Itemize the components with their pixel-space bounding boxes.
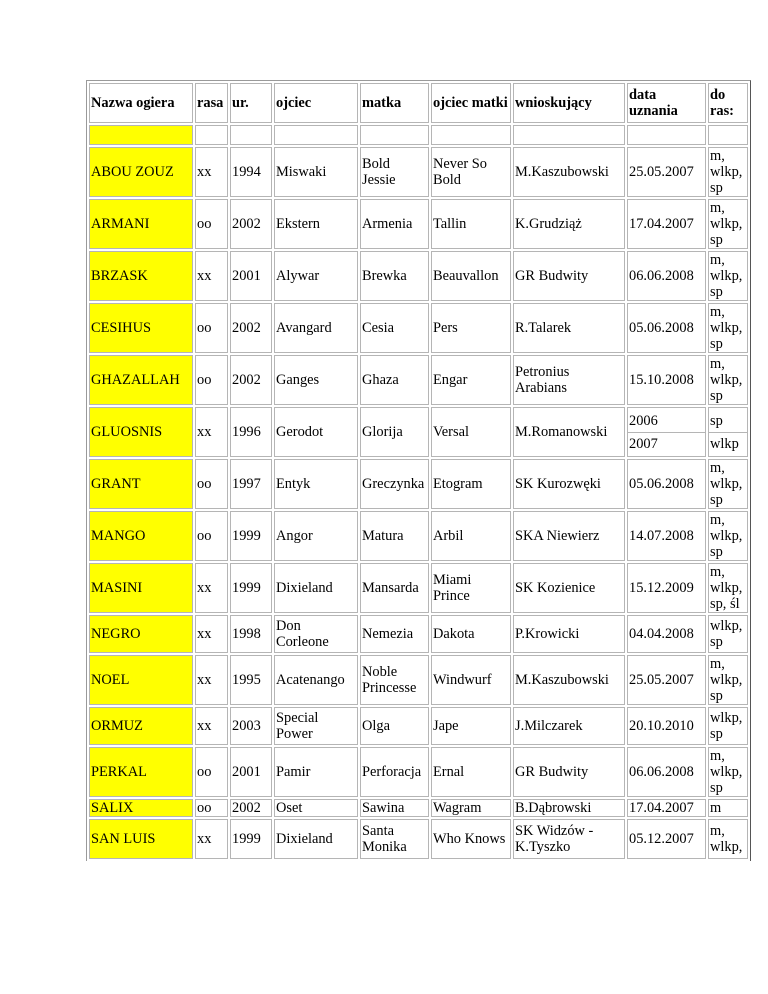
- table-cell: Acatenango: [274, 655, 358, 705]
- table-cell: Greczynka: [360, 459, 429, 509]
- table-cell: P.Krowicki: [513, 615, 625, 653]
- table-cell: Beauvallon: [431, 251, 511, 301]
- table-cell: [274, 125, 358, 145]
- table-cell: oo: [195, 355, 228, 405]
- table-cell: 25.05.2007: [627, 147, 706, 197]
- table-cell: Wagram: [431, 799, 511, 817]
- table-cell: Windwurf: [431, 655, 511, 705]
- table-cell: Dixieland: [274, 563, 358, 613]
- table-cell: oo: [195, 459, 228, 509]
- table-cell: 17.04.2007: [627, 799, 706, 817]
- table-cell: 2002: [230, 355, 272, 405]
- stallion-name-cell: NOEL: [89, 655, 193, 705]
- table-cell: Mansarda: [360, 563, 429, 613]
- table-cell: Oset: [274, 799, 358, 817]
- table-cell: xx: [195, 147, 228, 197]
- stallion-name-cell: GLUOSNIS: [89, 407, 193, 457]
- table-cell: [230, 125, 272, 145]
- stallion-name-cell: MASINI: [89, 563, 193, 613]
- table-cell: m, wlkp, sp: [708, 459, 748, 509]
- table-cell: Jape: [431, 707, 511, 745]
- table-cell: Dixieland: [274, 819, 358, 859]
- column-header: ur.: [230, 83, 272, 123]
- sub-cell: wlkp: [710, 435, 739, 452]
- table-cell: 05.06.2008: [627, 459, 706, 509]
- table-cell: oo: [195, 303, 228, 353]
- table-cell: M.Romanowski: [513, 407, 625, 457]
- column-header: Nazwa ogiera: [89, 83, 193, 123]
- table-cell: Avangard: [274, 303, 358, 353]
- stallion-name-cell: SALIX: [89, 799, 193, 817]
- table-cell: [708, 407, 748, 457]
- table-cell: R.Talarek: [513, 303, 625, 353]
- column-header: wnioskujący: [513, 83, 625, 123]
- table-cell: Pamir: [274, 747, 358, 797]
- table-body: [89, 125, 748, 859]
- table-cell: 14.07.2008: [627, 511, 706, 561]
- table-cell: Pers: [431, 303, 511, 353]
- table-cell: Entyk: [274, 459, 358, 509]
- table-cell: Engar: [431, 355, 511, 405]
- table-cell: 1999: [230, 511, 272, 561]
- table-cell: m: [708, 799, 748, 817]
- table-row: [89, 747, 748, 797]
- table-cell: wlkp, sp: [708, 615, 748, 653]
- table-cell: 2001: [230, 747, 272, 797]
- table-cell: Never So Bold: [431, 147, 511, 197]
- table-cell: Don Corleone: [274, 615, 358, 653]
- table-cell: xx: [195, 707, 228, 745]
- column-header: ojciec: [274, 83, 358, 123]
- stallion-name-cell: CESIHUS: [89, 303, 193, 353]
- table-cell: Nemezia: [360, 615, 429, 653]
- table-cell: 1994: [230, 147, 272, 197]
- table-cell: 05.06.2008: [627, 303, 706, 353]
- table-row: [89, 251, 748, 301]
- table-cell: 15.12.2009: [627, 563, 706, 613]
- table-cell: [708, 125, 748, 145]
- table-cell: Cesia: [360, 303, 429, 353]
- table-cell: 05.12.2007: [627, 819, 706, 859]
- table-row: [89, 147, 748, 197]
- table-cell: 2003: [230, 707, 272, 745]
- table-cell: 2001: [230, 251, 272, 301]
- table-cell: Matura: [360, 511, 429, 561]
- table-row: [89, 407, 748, 457]
- column-header: rasa: [195, 83, 228, 123]
- table-cell: 2002: [230, 199, 272, 249]
- table-cell: Petronius Arabians: [513, 355, 625, 405]
- table-row: [89, 511, 748, 561]
- table-cell: m, wlkp, sp, śl: [708, 563, 748, 613]
- table-cell: [89, 125, 193, 145]
- table-cell: Ekstern: [274, 199, 358, 249]
- table-row: [89, 707, 748, 745]
- table-cell: Miswaki: [274, 147, 358, 197]
- table-cell: [627, 125, 706, 145]
- table-cell: oo: [195, 511, 228, 561]
- table-cell: 1997: [230, 459, 272, 509]
- stallions-table: [86, 80, 751, 861]
- table-cell: Who Knows: [431, 819, 511, 859]
- table-cell: SK Widzów - K.Tyszko: [513, 819, 625, 859]
- table-row: [89, 819, 748, 859]
- column-header: do ras:: [708, 83, 748, 123]
- column-header: matka: [360, 83, 429, 123]
- table-row: [89, 199, 748, 249]
- table-cell: 1995: [230, 655, 272, 705]
- table-cell: 06.06.2008: [627, 251, 706, 301]
- table-cell: m, wlkp, sp: [708, 147, 748, 197]
- table-cell: Olga: [360, 707, 429, 745]
- table-row: [89, 459, 748, 509]
- table-cell: 15.10.2008: [627, 355, 706, 405]
- table-cell: Ghaza: [360, 355, 429, 405]
- table-cell: Noble Princesse: [360, 655, 429, 705]
- table-cell: 25.05.2007: [627, 655, 706, 705]
- table-cell: Ernal: [431, 747, 511, 797]
- stallion-name-cell: PERKAL: [89, 747, 193, 797]
- table-cell: xx: [195, 615, 228, 653]
- table-cell: Sawina: [360, 799, 429, 817]
- table-row: [89, 615, 748, 653]
- table-cell: m, wlkp, sp: [708, 511, 748, 561]
- table-cell: Gerodot: [274, 407, 358, 457]
- stallion-name-cell: MANGO: [89, 511, 193, 561]
- table-cell: m, wlkp, sp: [708, 355, 748, 405]
- table-cell: K.Grudziąż: [513, 199, 625, 249]
- table-cell: xx: [195, 819, 228, 859]
- sub-cell: sp: [709, 410, 747, 433]
- table-cell: oo: [195, 747, 228, 797]
- table-cell: 2002: [230, 799, 272, 817]
- table-cell: Dakota: [431, 615, 511, 653]
- stallion-name-cell: NEGRO: [89, 615, 193, 653]
- table-cell: M.Kaszubowski: [513, 147, 625, 197]
- table-cell: m, wlkp, sp: [708, 199, 748, 249]
- table-cell: [195, 125, 228, 145]
- table-cell: [360, 125, 429, 145]
- table-cell: xx: [195, 655, 228, 705]
- table-cell: m, wlkp,: [708, 819, 748, 859]
- table-cell: B.Dąbrowski: [513, 799, 625, 817]
- table-cell: Tallin: [431, 199, 511, 249]
- table-cell: Versal: [431, 407, 511, 457]
- table-header-row: [89, 83, 748, 123]
- table-cell: J.Milczarek: [513, 707, 625, 745]
- table-cell: Bold Jessie: [360, 147, 429, 197]
- sub-cell: 2007: [629, 435, 658, 452]
- stallion-name-cell: ABOU ZOUZ: [89, 147, 193, 197]
- table-cell: m, wlkp, sp: [708, 303, 748, 353]
- table-cell: 17.04.2007: [627, 199, 706, 249]
- table-cell: Arbil: [431, 511, 511, 561]
- table-cell: m, wlkp, sp: [708, 251, 748, 301]
- table-cell: Miami Prince: [431, 563, 511, 613]
- table-cell: 1999: [230, 819, 272, 859]
- table-cell: Angor: [274, 511, 358, 561]
- table-row: [89, 303, 748, 353]
- table-cell: oo: [195, 799, 228, 817]
- blank-row: [89, 125, 748, 145]
- table-cell: xx: [195, 407, 228, 457]
- stallion-name-cell: ORMUZ: [89, 707, 193, 745]
- table-row: [89, 799, 748, 817]
- table-cell: [513, 125, 625, 145]
- stallion-name-cell: GHAZALLAH: [89, 355, 193, 405]
- table-cell: Alywar: [274, 251, 358, 301]
- table-cell: SKA Niewierz: [513, 511, 625, 561]
- table-cell: xx: [195, 563, 228, 613]
- table-cell: m, wlkp, sp: [708, 655, 748, 705]
- table-cell: [627, 407, 706, 457]
- table-cell: 06.06.2008: [627, 747, 706, 797]
- table-cell: 1998: [230, 615, 272, 653]
- table-cell: GR Budwity: [513, 251, 625, 301]
- table-cell: 1999: [230, 563, 272, 613]
- stallion-name-cell: SAN LUIS: [89, 819, 193, 859]
- stallion-name-cell: ARMANI: [89, 199, 193, 249]
- table-cell: GR Budwity: [513, 747, 625, 797]
- table-cell: Armenia: [360, 199, 429, 249]
- table-cell: Santa Monika: [360, 819, 429, 859]
- table-cell: M.Kaszubowski: [513, 655, 625, 705]
- table-cell: m, wlkp, sp: [708, 747, 748, 797]
- table-cell: [431, 125, 511, 145]
- table-cell: wlkp, sp: [708, 707, 748, 745]
- table-cell: 2002: [230, 303, 272, 353]
- table-cell: Ganges: [274, 355, 358, 405]
- table-cell: 1996: [230, 407, 272, 457]
- table-cell: Glorija: [360, 407, 429, 457]
- table-row: [89, 655, 748, 705]
- table-cell: SK Kurozwęki: [513, 459, 625, 509]
- stallion-name-cell: BRZASK: [89, 251, 193, 301]
- table-cell: oo: [195, 199, 228, 249]
- column-header: data uznania: [627, 83, 706, 123]
- table-cell: Special Power: [274, 707, 358, 745]
- table-cell: 04.04.2008: [627, 615, 706, 653]
- table-cell: 20.10.2010: [627, 707, 706, 745]
- column-header: ojciec matki: [431, 83, 511, 123]
- stallion-name-cell: GRANT: [89, 459, 193, 509]
- table-cell: Perforacja: [360, 747, 429, 797]
- table-cell: Brewka: [360, 251, 429, 301]
- table-cell: Etogram: [431, 459, 511, 509]
- sub-cell: 2006: [628, 410, 705, 433]
- table-row: [89, 563, 748, 613]
- table-cell: xx: [195, 251, 228, 301]
- table-cell: SK Kozienice: [513, 563, 625, 613]
- table-row: [89, 355, 748, 405]
